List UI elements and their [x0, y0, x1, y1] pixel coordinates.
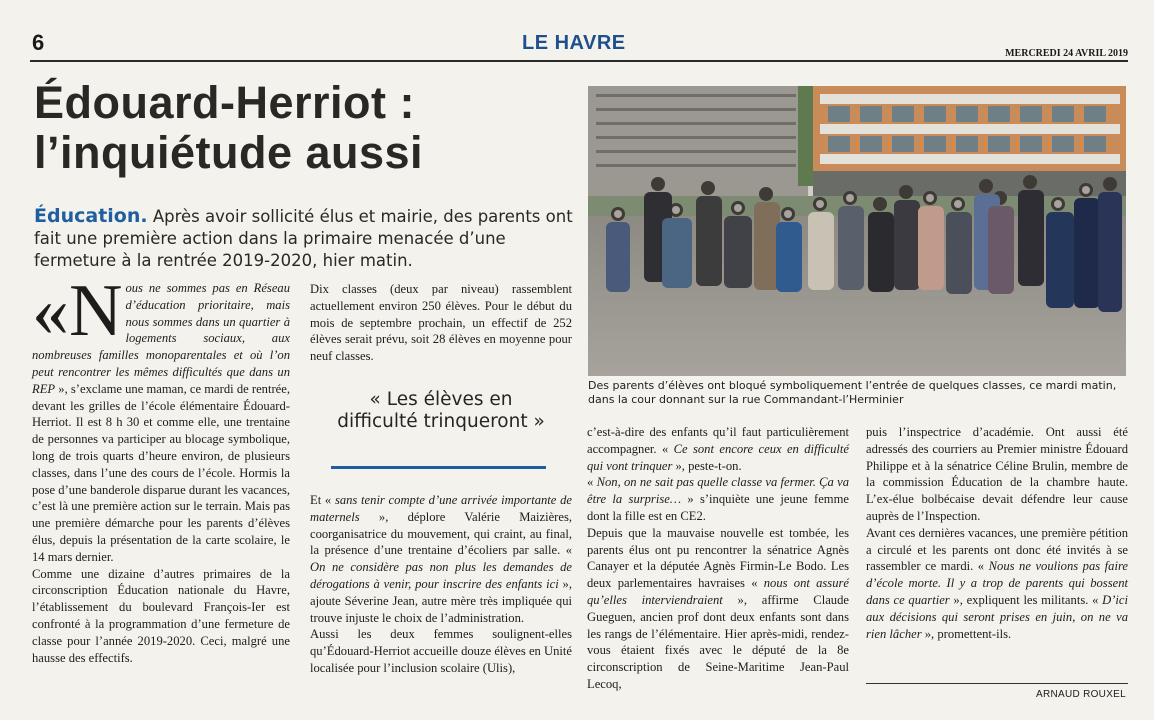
article-column-1	[32, 270, 290, 666]
article-column-2	[310, 281, 572, 365]
page-number: 6	[32, 30, 45, 55]
text-fragment: », peste-t-on.	[672, 458, 742, 473]
text-fragment: Et «	[310, 493, 335, 507]
lede-kicker: Éducation.	[34, 205, 148, 227]
text-fragment: », affirme Claude Gueguen, ancien prof dont deux enfants sont dans les rangs de l’élémentaire. Hier après-midi, rendez-vous étaient fixés avec le député de la 8e circonscription de Seine-Maritime Jean-Paul Lecoq,	[587, 592, 849, 691]
quote-fragment: Non, on ne sait pas quelle classe va fermer. Ça va être la surprise…	[587, 475, 849, 507]
text-fragment: », ajoute Séverine Jean, autre mère très impliquée qui trouve injuste le choix de l’administration.	[310, 576, 572, 625]
signature-rule	[866, 683, 1128, 684]
page-header	[30, 28, 1128, 62]
article-headline	[34, 78, 574, 178]
text-fragment: «	[587, 475, 597, 490]
paragraph-parlementaires	[587, 525, 849, 693]
article-photo	[588, 86, 1126, 376]
author-signature: ARNAUD ROUXEL	[1035, 689, 1126, 700]
quote-fragment: sans tenir compte d’une arrivée importante de maternels	[310, 493, 572, 524]
opening-paragraph: », s’exclame une maman, ce mardi de rentrée, devant les grilles de l’école élémentaire Édouard-Herriot. Il est 8 h 30 et comme elle, une trentaine de personnes va participer au blocage symbolique, long de trois quarts d’heure environ, de plusieurs classes, dans l’une des cours de l’école. Hormis la pose d’une banderole disparue durant les vacances, c’est là une première action sur le terrain. Mais pas une première démarche pour les parents d’élèves élus, depuis la présentation de la carte scolaire, le 14 mars dernier.	[32, 381, 290, 564]
article-lede	[34, 205, 579, 272]
text-fragment: » s’inquiète une jeune femme dont la fille est en CE2.	[587, 492, 849, 523]
headline-line-2: l’inquiétude aussi	[34, 127, 424, 178]
text-fragment: Depuis que la mauvaise nouvelle est tombée, les parents élus ont pu rencontrer la sénatrice Agnès Canayer et la députée Agnès Firmin-Le Bodo. Les deux parlementaires havraises «	[587, 525, 849, 591]
paragraph-surprise	[587, 474, 849, 524]
quote-fragment: Nous ne voulions pas faire d’école morte. Il y a trop de parents qui bossent dans ce quartier	[866, 559, 1128, 607]
quote-fragment: nous ont assuré qu’elles interviendraient	[587, 576, 849, 607]
paragraph-circonscription: Comme une dizaine d’autres primaires de la circonscription Éducation nationale du Havre, l’établissement du boulevard François-Ier est confronté à la programmation d’une fermeture de classe pour l’année 2019-2020. Ceci, malgré une hausse des effectifs.	[32, 566, 290, 665]
text-fragment: c’est-à-dire des enfants qu’il faut particulièrement accompagner. «	[587, 425, 849, 456]
paragraph-ulis: Aussi les deux femmes soulignent-elles qu’Édouard-Herriot accueille douze élèves en Unité localisée pour l’inclusion scolaire (Ulis),	[310, 627, 572, 675]
article-column-4	[866, 424, 1128, 642]
quote-fragment: On ne considère pas non plus les demandes de dérogations à venir, pour inscrire des enfants ici	[310, 560, 572, 591]
headline-line-1: Édouard-Herriot :	[34, 77, 416, 128]
pull-quote: « Les élèves en difficulté trinqueront »	[337, 389, 545, 432]
opening-quote: ous ne sommes pas en Réseau d’éducation prioritaire, mais nous sommes dans un quartier à logements sociaux, aux nombreuses familles monoparentales et où l’on peut rencontrer les mêmes difficultés que dans un REP	[32, 281, 290, 396]
quote-fragment: D’ici aux décisions qui seront prises en juin, on ne va rien lâcher	[866, 592, 1128, 641]
text-fragment: Avant ces dernières vacances, une première pétition a circulé et les parents ont donc été invités à se rassembler ce mardi. «	[866, 525, 1128, 574]
dropcap: «N	[32, 270, 123, 352]
article-column-2-continued	[310, 492, 572, 677]
section-title: LE HAVRE	[522, 32, 626, 54]
publication-date: MERCREDI 24 AVRIL 2019	[1005, 48, 1128, 59]
paragraph-maternels	[310, 492, 572, 626]
paragraph-classes: Dix classes (deux par niveau) rassemblent actuellement environ 250 élèves. Pour le début du mois de septembre prochain, un effectif de 252 élèves serait prévu, soit 28 élèves en moyenne pour neuf classes.	[310, 282, 572, 364]
text-fragment: », expliquent les militants. «	[949, 592, 1103, 607]
quote-fragment: Ce sont encore ceux en difficulté qui vont trinquer	[587, 441, 849, 473]
article-column-3	[587, 424, 849, 693]
text-fragment: », déplore Valérie Maizières, coorganisatrice du mouvement, qui craint, au final, la présence d’une trentaine d’écoliers par salle. «	[310, 509, 572, 558]
paragraph-accompagner	[587, 424, 849, 474]
paragraph-inspection: puis l’inspectrice d’académie. Ont aussi été adressés des courriers au Premier ministre Édouard Philippe et à la sénatrice Céline Brulin, membre de la commission Éducation de la chambre haute. L’ex-élue bolbécaise devait défendre leur cause auprès de l’Inspection.	[866, 425, 1128, 523]
photo-caption: Des parents d’élèves ont bloqué symboliquement l’entrée de quelques classes, ce mardi matin, dans la cour donnant sur la rue Commandant-l’Herminier	[588, 379, 1117, 406]
crowd-photo-illustration	[588, 86, 1126, 376]
header-rule	[30, 60, 1128, 62]
text-fragment: », promettent-ils.	[921, 626, 1012, 641]
paragraph-petition	[866, 525, 1128, 643]
pull-quote-rule	[331, 466, 546, 469]
lede-text: Après avoir sollicité élus et mairie, des parents ont fait une première action dans la primaire menacée d’une fermeture à la rentrée 2019-2020, hier matin.	[34, 207, 573, 270]
